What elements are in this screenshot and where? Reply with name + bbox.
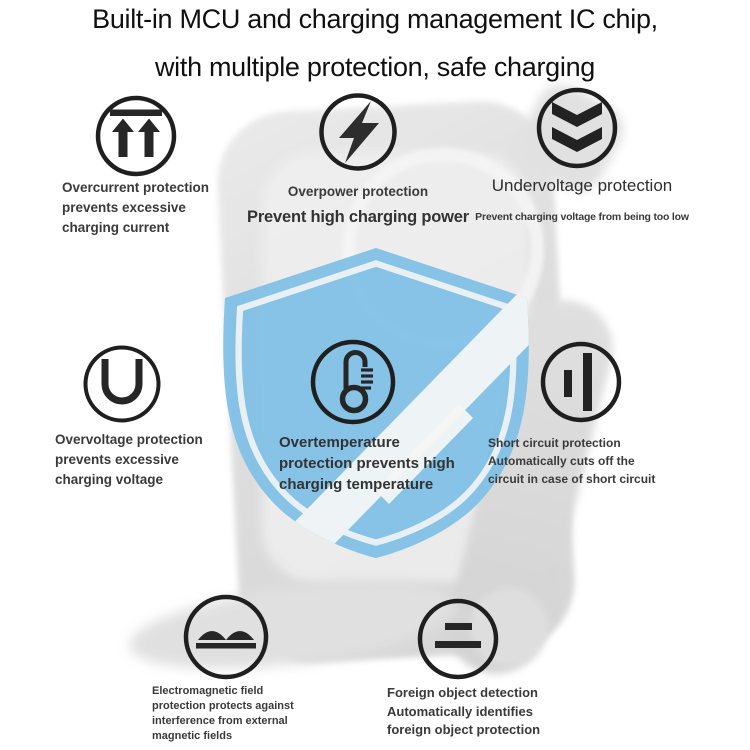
- double-up-arrows-limit-icon: [94, 94, 178, 178]
- feature-overtemperature-text: [279, 432, 455, 495]
- page-title-line-2: with multiple protection, safe charging: [154, 52, 596, 82]
- overvoltage-protection-icon: [82, 344, 162, 424]
- feature-text-line: charging temperature: [279, 476, 434, 493]
- unequal-dashes-icon: [416, 597, 500, 681]
- wave-over-line-icon: [182, 593, 270, 681]
- overcurrent-protection-icon: [94, 94, 178, 178]
- feature-foreign-object-text: [387, 684, 540, 740]
- thermometer-icon: [309, 338, 397, 426]
- feature-overpower-text: [238, 184, 478, 227]
- overtemperature-protection-icon: [309, 338, 397, 426]
- feature-overcurrent-text: [62, 178, 209, 238]
- feature-text-line: prevents excessive: [55, 452, 179, 467]
- feature-text-line: Electromagnetic field: [152, 685, 264, 697]
- feature-undervoltage-text: [452, 176, 712, 223]
- feature-text-line: interference from external: [152, 715, 288, 727]
- feature-text-line: prevents excessive: [62, 200, 186, 215]
- feature-text-line: protection prevents high: [279, 455, 455, 472]
- feature-text-line: Foreign object detection: [387, 685, 538, 700]
- unequal-vertical-bars-icon: [539, 340, 623, 424]
- feature-text-line: Overcurrent protection: [62, 180, 210, 195]
- page-title-line-1: Built-in MCU and charging management IC chip,: [92, 4, 658, 34]
- letter-u-icon: [82, 344, 162, 424]
- feature-text-line: Automatically identifies: [387, 703, 533, 719]
- feature-text-line: Short circuit protection: [488, 436, 621, 450]
- feature-label: Overpower protection: [287, 184, 429, 199]
- short-circuit-protection-icon: [539, 340, 623, 424]
- feature-text-line: protection protects against: [152, 700, 294, 712]
- overpower-protection-icon: [318, 92, 398, 172]
- undervoltage-protection-icon: [535, 86, 619, 170]
- feature-sublabel: Prevent high charging power: [247, 208, 469, 226]
- feature-text-line: circuit in case of short circuit: [488, 472, 656, 486]
- feature-text-line: foreign object protection: [387, 722, 541, 737]
- feature-text-line: magnetic fields: [152, 730, 233, 742]
- feature-sublabel: Prevent charging voltage from being too low: [475, 211, 689, 223]
- feature-text-line: Overvoltage protection: [55, 432, 203, 447]
- feature-short-circuit-text: [488, 434, 655, 488]
- electromagnetic-protection-icon: [182, 593, 270, 681]
- double-chevron-down-icon: [535, 86, 619, 170]
- feature-text-line: charging voltage: [55, 472, 164, 487]
- feature-label: Undervoltage protection: [491, 176, 673, 195]
- lightning-bolt-icon: [318, 92, 398, 172]
- feature-overvoltage-text: [55, 430, 203, 490]
- foreign-object-detection-icon: [416, 597, 500, 681]
- feature-electromagnetic-text: [152, 684, 294, 744]
- feature-text-line: Overtemperature: [279, 434, 400, 451]
- feature-text-line: Automatically cuts off the: [488, 454, 635, 468]
- feature-text-line: charging current: [62, 220, 170, 235]
